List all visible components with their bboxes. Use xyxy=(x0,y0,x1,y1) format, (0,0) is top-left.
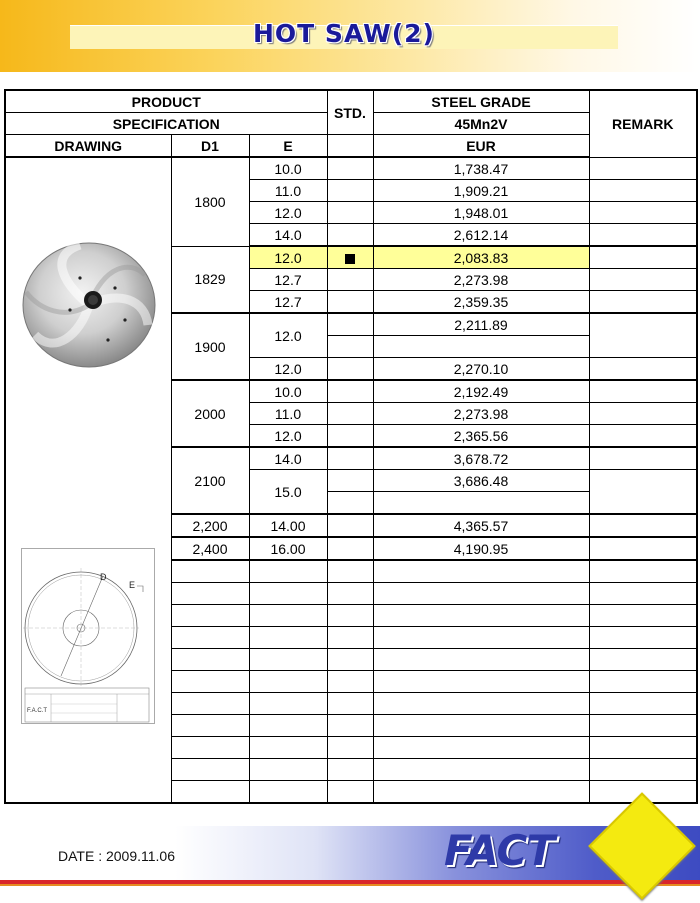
remark-cell xyxy=(589,403,697,425)
std-cell xyxy=(327,224,373,247)
date-label: DATE : 2009.11.06 xyxy=(58,848,175,864)
d1-1900: 1900 xyxy=(171,313,249,380)
price-value: 2,612.14 xyxy=(373,224,589,247)
e-value: 12.0 xyxy=(249,202,327,224)
price-value: 2,273.98 xyxy=(373,269,589,291)
price-value: 2,192.49 xyxy=(373,380,589,403)
remark-cell xyxy=(589,313,697,358)
page-title: HOT SAW(2) xyxy=(253,19,435,48)
header-d1: D1 xyxy=(171,135,249,158)
e-value: 12.0 xyxy=(249,246,327,269)
remark-cell xyxy=(589,358,697,381)
remark-cell xyxy=(589,269,697,291)
std-marker-icon xyxy=(345,254,355,264)
d1-2200: 2,200 xyxy=(171,514,249,537)
remark-cell xyxy=(589,380,697,403)
std-cell xyxy=(327,492,373,515)
price-value: 4,365.57 xyxy=(373,514,589,537)
drawing-label-e: E xyxy=(129,580,136,590)
remark-cell xyxy=(589,447,697,470)
header-product: PRODUCT xyxy=(5,90,327,113)
remark-cell xyxy=(589,202,697,224)
std-cell xyxy=(327,358,373,381)
header-specification: SPECIFICATION xyxy=(5,113,327,135)
price-value: 2,083.83 xyxy=(373,246,589,269)
price-value xyxy=(373,492,589,515)
price-value: 2,273.98 xyxy=(373,403,589,425)
header-steel-grade: STEEL GRADE xyxy=(373,90,589,113)
saw-blade-photo xyxy=(20,240,158,370)
std-cell xyxy=(327,470,373,492)
e-value: 11.0 xyxy=(249,180,327,202)
price-value xyxy=(373,336,589,358)
header-grade: 45Mn2V xyxy=(373,113,589,135)
d1-2400: 2,400 xyxy=(171,537,249,560)
price-value: 2,270.10 xyxy=(373,358,589,381)
e-value: 11.0 xyxy=(249,403,327,425)
technical-drawing xyxy=(21,548,155,724)
std-cell xyxy=(327,180,373,202)
e-value: 12.0 xyxy=(249,425,327,448)
std-cell xyxy=(327,202,373,224)
std-cell xyxy=(327,514,373,537)
std-cell xyxy=(327,537,373,560)
remark-cell xyxy=(589,157,697,180)
fact-logo: FACT xyxy=(444,826,554,875)
remark-cell xyxy=(589,470,697,515)
remark-cell xyxy=(589,246,697,269)
footer-orange-line xyxy=(0,884,700,886)
d1-2100: 2100 xyxy=(171,447,249,514)
drawing-cell xyxy=(5,157,171,803)
e-value: 12.0 xyxy=(249,313,327,358)
header-e: E xyxy=(249,135,327,158)
remark-cell xyxy=(589,291,697,314)
e-value: 16.00 xyxy=(249,537,327,560)
d1-1800: 1800 xyxy=(171,157,249,246)
drawing-logo: F.A.C.T xyxy=(27,708,48,714)
drawing-label-d: D xyxy=(100,572,107,582)
price-value: 3,678.72 xyxy=(373,447,589,470)
header-std: STD. xyxy=(327,90,373,135)
e-value: 14.0 xyxy=(249,224,327,247)
d1-1829: 1829 xyxy=(171,246,249,313)
price-value: 1,909.21 xyxy=(373,180,589,202)
price-value: 2,359.35 xyxy=(373,291,589,314)
e-value: 10.0 xyxy=(249,380,327,403)
e-value: 12.7 xyxy=(249,291,327,314)
price-value: 1,738.47 xyxy=(373,157,589,180)
std-cell xyxy=(327,291,373,314)
std-cell xyxy=(327,403,373,425)
remark-cell xyxy=(589,425,697,448)
price-value: 2,365.56 xyxy=(373,425,589,448)
e-value: 12.7 xyxy=(249,269,327,291)
header-currency: EUR xyxy=(373,135,589,158)
price-value: 3,686.48 xyxy=(373,470,589,492)
d1-2000: 2000 xyxy=(171,380,249,447)
header-remark: REMARK xyxy=(589,90,697,157)
remark-cell xyxy=(589,514,697,537)
header-drawing: DRAWING xyxy=(5,135,171,158)
std-cell xyxy=(327,336,373,358)
price-value: 1,948.01 xyxy=(373,202,589,224)
std-cell xyxy=(327,313,373,336)
e-value: 15.0 xyxy=(249,470,327,515)
remark-cell xyxy=(589,537,697,560)
remark-cell xyxy=(589,224,697,247)
price-value: 4,190.95 xyxy=(373,537,589,560)
e-value: 14.0 xyxy=(249,447,327,470)
price-table xyxy=(4,89,698,804)
price-value: 2,211.89 xyxy=(373,313,589,336)
table-row xyxy=(5,157,697,180)
e-value: 12.0 xyxy=(249,358,327,381)
std-cell xyxy=(327,447,373,470)
e-value: 14.00 xyxy=(249,514,327,537)
header-std-blank xyxy=(327,135,373,158)
remark-cell xyxy=(589,180,697,202)
std-cell xyxy=(327,425,373,448)
std-cell xyxy=(327,157,373,180)
std-cell xyxy=(327,380,373,403)
std-cell xyxy=(327,246,373,269)
std-cell xyxy=(327,269,373,291)
e-value: 10.0 xyxy=(249,157,327,180)
